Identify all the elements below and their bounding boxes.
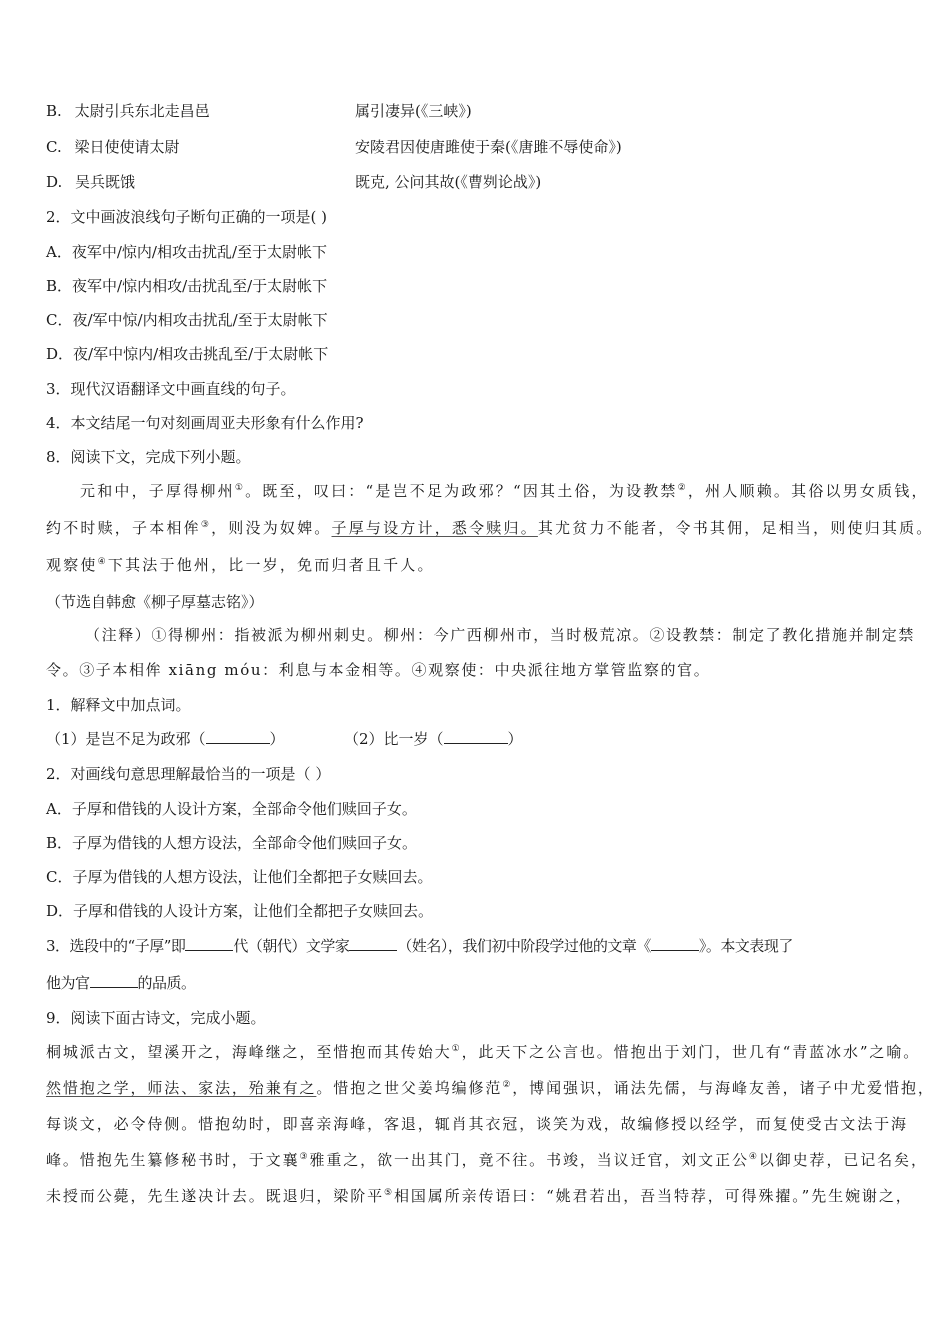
q2-option-b: B．夜军中/惊内相攻/击扰乱至/于太尉帐下 [46,277,328,295]
passage-text: 未授而公薨，先生遂决计去。既退归，梁阶平 [46,1187,385,1205]
passage8-line-2 [46,518,934,538]
option-right-text: 安陵君因使唐雎使于秦(《唐雎不辱使命》) [355,138,622,156]
s8-q2-option-d: D．子厚和借钱的人设计方案，让他们全都把子女赎回去。 [46,902,434,920]
s8-q3-line-1 [46,936,793,956]
item-close: ） [269,730,285,748]
passage9-line-2 [46,1078,935,1098]
q2-stem: 2．文中画波浪线句子断句正确的一项是( ) [46,208,328,226]
passage9-line-1 [46,1042,920,1062]
option-right-text: 既克, 公问其故(《曹刿论战》) [355,173,542,191]
blank-name[interactable] [349,936,397,951]
q2-option-a: A．夜军中/惊内/相攻击扰乱/至于太尉帐下 [46,243,327,261]
q4-stem: 4．本文结尾一句对刻画周亚夫形象有什么作用? [46,414,364,432]
q3-text: 他为官 [46,974,90,992]
footnote-marker: ② [502,1080,513,1090]
passage9-line-5 [46,1186,913,1206]
passage-text: 。既至，叹曰：“是岂不足为政邪？“因其土俗，为设教禁 [245,482,678,500]
answer-blank-1[interactable] [206,729,270,744]
passage-text: 以御史荐，已记名矣， [758,1151,928,1169]
option-left-text: 太尉引兵东北走昌邑 [74,102,210,120]
passage-text: 其尤贫力不能者，令书其佣，足相当，则使归其质。 [537,519,934,537]
passage-text: 。惜抱之世父姜坞编修范 [316,1079,503,1097]
option-left-text: 吴兵既饿 [75,173,136,191]
item-label: （2）比一岁（ [344,730,444,748]
footnote-marker: ④ [748,1152,759,1162]
passage8-source: （节选自韩愈《柳子厚墓志铭》） [46,593,264,611]
q3-text: （姓名），我们初中阶段学过他的文章《 [397,937,651,955]
item-2 [344,729,523,749]
passage-text: ，州人顺赖。其俗以男女质钱， [687,482,929,500]
footnote-marker: ③ [299,1152,310,1162]
q3-text: 代（朝代）文学家 [233,937,350,955]
s8-q2-option-b: B．子厚为借钱的人想方设法，全部命令他们赎回子女。 [46,834,418,852]
q1-option-d [46,172,542,192]
underlined-sentence: 然惜抱之学，师法、家法，殆兼有之 [46,1079,317,1097]
blank-dynasty[interactable] [185,936,233,951]
passage-text: 约不时赎，子本相侔 [46,519,201,537]
q2-option-c: C．夜/军中惊/内相攻击扰乱/至于太尉帐下 [46,311,328,329]
s8-q2-stem: 2．对画线句意思理解最恰当的一项是（ ） [46,765,331,783]
footnote-marker: ① [234,483,246,493]
q3-stem: 3．现代汉语翻译文中画直线的句子。 [46,380,296,398]
s8-q2-option-c: C．子厚为借钱的人想方设法，让他们全都把子女赎回去。 [46,868,433,886]
footnote-marker: ⑤ [384,1188,394,1198]
q2-option-d: D．夜/军中惊内/相攻击挑乱至/于太尉帐下 [46,345,329,363]
passage-text: 雅重之，欲一出其门，竟不往。书竣，当议迁官，刘文正公 [309,1151,749,1169]
underlined-sentence: 子厚与设方计，悉令赎归。 [331,519,538,537]
option-left-text: 梁日使使请太尉 [74,138,180,156]
passage-text: ，则没为奴婢。 [211,519,332,537]
option-right-text: 属引凄异(《三峡》) [355,102,472,120]
blank-quality[interactable] [90,973,138,988]
passage8-line-1 [80,481,929,501]
section8-heading: 8．阅读下文，完成下列小题。 [46,448,251,466]
footnote-marker: ④ [97,557,108,567]
passage-text: 下其法于他州，比一岁，免而归者且千人。 [107,556,435,574]
notes-line-2: 令。③子本相侔 xiāng móu：利息与本金相等。④观察使：中央派往地方掌管监察的官。 [46,661,711,679]
q3-text: 3．选段中的“子厚”即 [46,937,186,955]
q3-text: 的品质。 [137,974,196,992]
footnote-marker: ③ [200,520,212,530]
s8-q1-items [46,729,523,749]
s8-q3-line-2 [46,973,196,993]
footnote-marker: ② [677,483,688,493]
s8-q1-stem: 1．解释文中加点词。 [46,696,191,714]
passage-text: 观察使 [46,556,98,574]
notes-line-1: （注释）①得柳州：指被派为柳州刺史。柳州：今广西柳州市，当时极荒凉。②设教禁：制定了教化措施并制定禁 [85,626,916,644]
blank-article[interactable] [651,936,699,951]
q1-option-b [46,101,472,121]
item-close: ） [507,730,523,748]
s8-q2-option-a: A．子厚和借钱的人设计方案，全部命令他们赎回子女。 [46,800,417,818]
q1-option-c [46,137,622,157]
footnote-marker: ① [451,1044,462,1054]
passage9-line-3: 每谈文，必令侍侧。惜抱幼时，即喜亲海峰，客退，辄肖其衣冠，谈笑为戏，故编修授以经学，而复使受古文法于海 [46,1115,908,1133]
passage-text: ，此天下之公言也。惜抱出于刘门，世几有“青蓝冰水”之喻。 [461,1043,921,1061]
q3-text: 》。本文表现了 [698,937,793,955]
item-label: （1）是岂不足为政邪（ [46,730,206,748]
passage-text: 桐城派古文，望溪开之，海峰继之，至惜抱而其传始大 [46,1043,452,1061]
option-label: B. [46,102,62,120]
passage9-line-4 [46,1150,928,1170]
passage-text: ，博闻强识，诵法先儒，与海峰友善，诸子中尤爱惜抱， [512,1079,935,1097]
passage-text: 相国属所亲传语曰：“姚君若出，吾当特荐，可得殊擢。”先生婉谢之， [393,1187,913,1205]
section9-heading: 9．阅读下面古诗文，完成小题。 [46,1009,266,1027]
option-label: C. [46,138,62,156]
passage8-line-3 [46,555,435,575]
option-label: D. [46,173,63,191]
passage-text: 元和中，子厚得柳州 [80,482,235,500]
answer-blank-2[interactable] [444,729,508,744]
passage-text: 峰。惜抱先生纂修秘书时，于文襄 [46,1151,300,1169]
